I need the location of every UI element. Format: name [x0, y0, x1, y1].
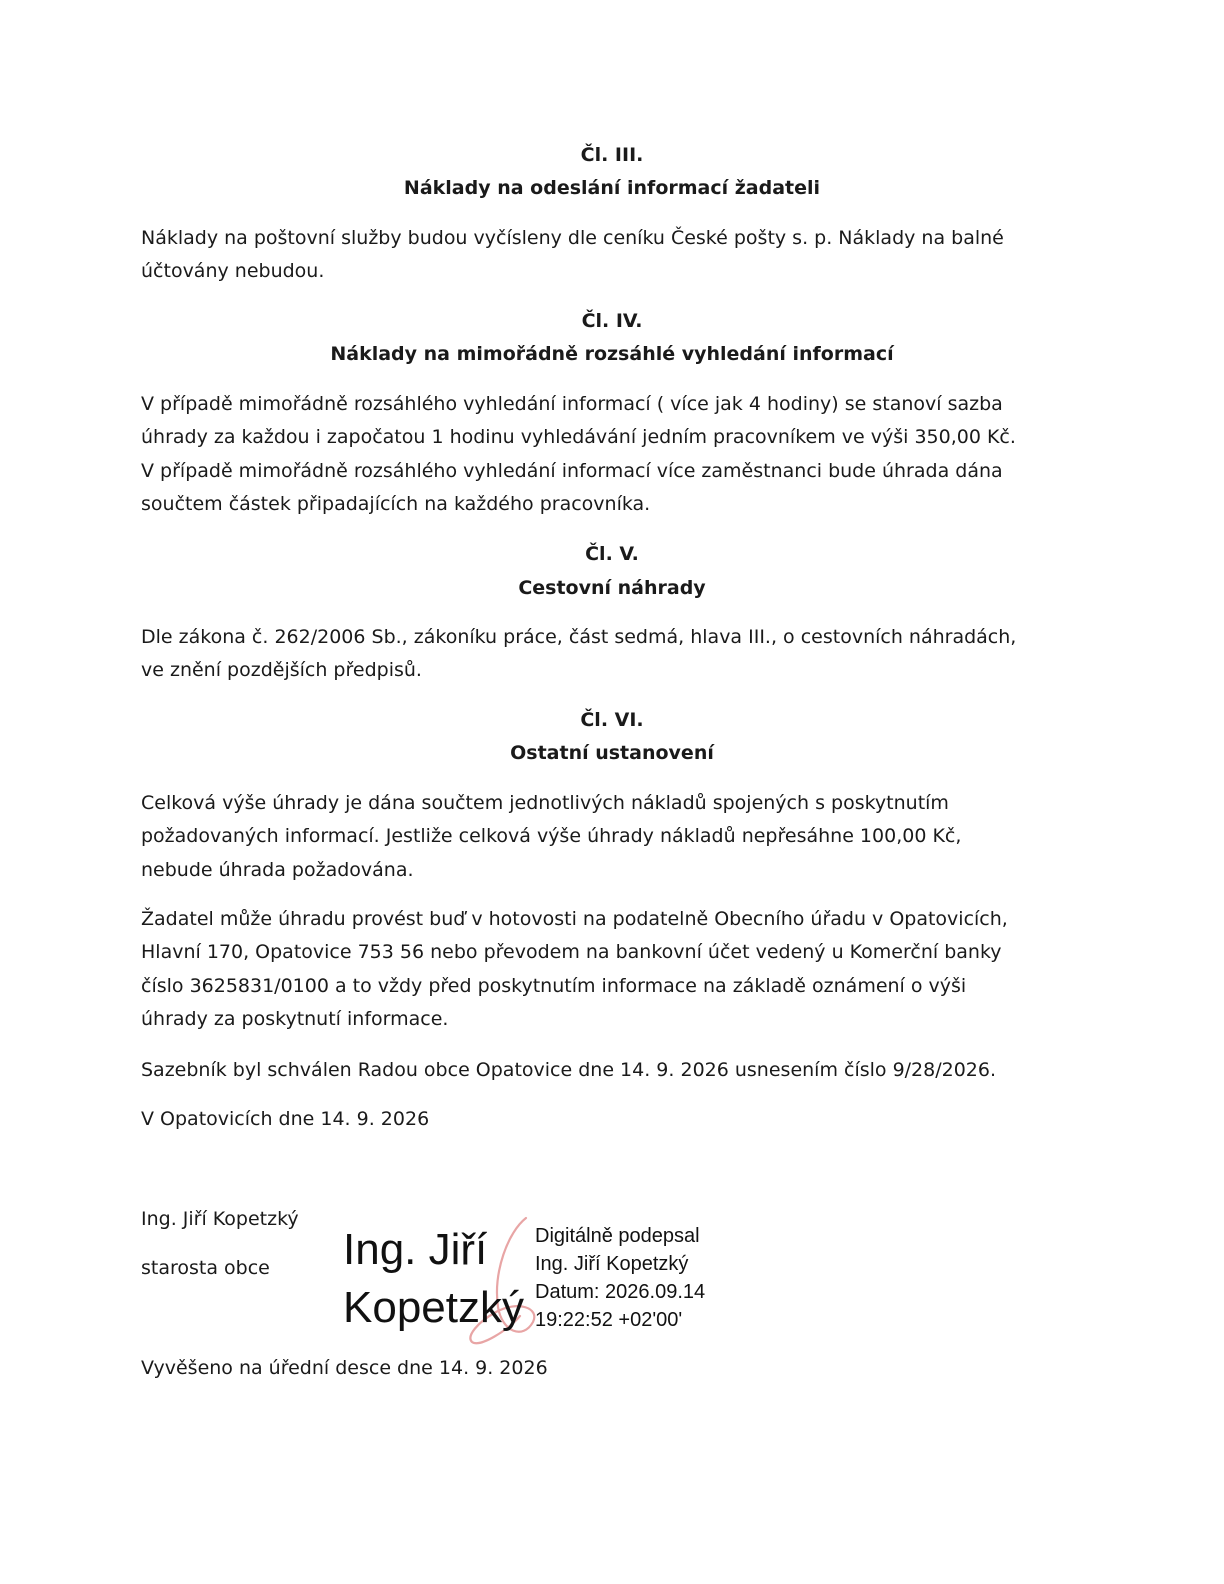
- article-3-number: Čl. III.: [580, 144, 644, 166]
- text-line: V případě mimořádně rozsáhlého vyhledání informací více zaměstnanci bude úhrada dána: [141, 459, 1003, 482]
- article-6-paragraph-1: [141, 787, 1091, 887]
- article-5-title: Cestovní náhrady: [518, 577, 706, 599]
- article-4-number: Čl. IV.: [581, 310, 643, 332]
- posted-notice: Vyvěšeno na úřední desce dne 14. 9. 2026: [141, 1357, 548, 1379]
- text-line: číslo 3625831/0100 a to vždy před poskytnutím informace na základě oznámení o výši: [141, 974, 967, 997]
- article-5-text: [141, 621, 1091, 688]
- article-6-title: Ostatní ustanovení: [510, 742, 714, 764]
- text-line: požadovaných informací. Jestliže celková výše úhrady nákladů nepřesáhne 100,00 Kč,: [141, 825, 962, 848]
- text-line: účtovány nebudou.: [141, 260, 325, 283]
- signature-details: [535, 1222, 705, 1334]
- signatory-role: starosta obce: [141, 1257, 270, 1279]
- text-line: V případě mimořádně rozsáhlého vyhledání informací ( více jak 4 hodiny) se stanoví sazba: [141, 393, 1003, 415]
- signature-detail-line: Digitálně podepsal: [535, 1225, 700, 1247]
- approval-statement: Sazebník byl schválen Radou obce Opatovice dne 14. 9. 2026 usnesením číslo 9/28/2026.: [141, 1059, 997, 1081]
- signature-detail-line: 19:22:52 +02'00': [535, 1309, 683, 1331]
- text-line: úhrady za každou i započatou 1 hodinu vyhledávání jedním pracovníkem ve výši 350,00 Kč.: [141, 426, 1016, 449]
- place-and-date: V Opatovicích dne 14. 9. 2026: [141, 1108, 430, 1130]
- article-4-title: Náklady na mimořádně rozsáhlé vyhledání informací: [330, 343, 894, 365]
- text-line: Náklady na poštovní služby budou vyčísleny dle ceníku České pošty s. p. Náklady na balné: [141, 227, 1004, 249]
- text-line: součtem částek připadajících na každého pracovníka.: [141, 492, 651, 515]
- signature-name-line-1: Ing. Jiří: [343, 1225, 488, 1274]
- article-5-number: Čl. V.: [585, 543, 639, 565]
- text-line: Celková výše úhrady je dána součtem jednotlivých nákladů spojených s poskytnutím: [141, 792, 949, 814]
- article-3-text: [141, 222, 1091, 289]
- signature-detail-line: Ing. Jiří Kopetzký: [535, 1253, 689, 1275]
- article-6-paragraph-2: [141, 903, 1091, 1036]
- text-line: Žadatel může úhradu provést buď v hotovosti na podatelně Obecního úřadu v Opatovicích,: [141, 908, 1008, 930]
- signatory-name: Ing. Jiří Kopetzký: [141, 1208, 299, 1230]
- text-line: úhrady za poskytnutí informace.: [141, 1007, 449, 1030]
- article-4-text: [141, 388, 1091, 521]
- article-6-number: Čl. VI.: [580, 709, 644, 731]
- text-line: nebude úhrada požadována.: [141, 858, 414, 881]
- article-3-title: Náklady na odeslání informací žadateli: [403, 177, 821, 199]
- text-line: Hlavní 170, Opatovice 753 56 nebo převodem na bankovní účet vedený u Komerční banky: [141, 941, 1002, 964]
- text-line: Dle zákona č. 262/2006 Sb., zákoníku práce, část sedmá, hlava III., o cestovních náhradách,: [141, 626, 1017, 648]
- signature-name-line-2: Kopetzký: [343, 1283, 524, 1332]
- text-line: ve znění pozdějších předpisů.: [141, 659, 422, 682]
- signature-detail-line: Datum: 2026.09.14: [535, 1281, 706, 1303]
